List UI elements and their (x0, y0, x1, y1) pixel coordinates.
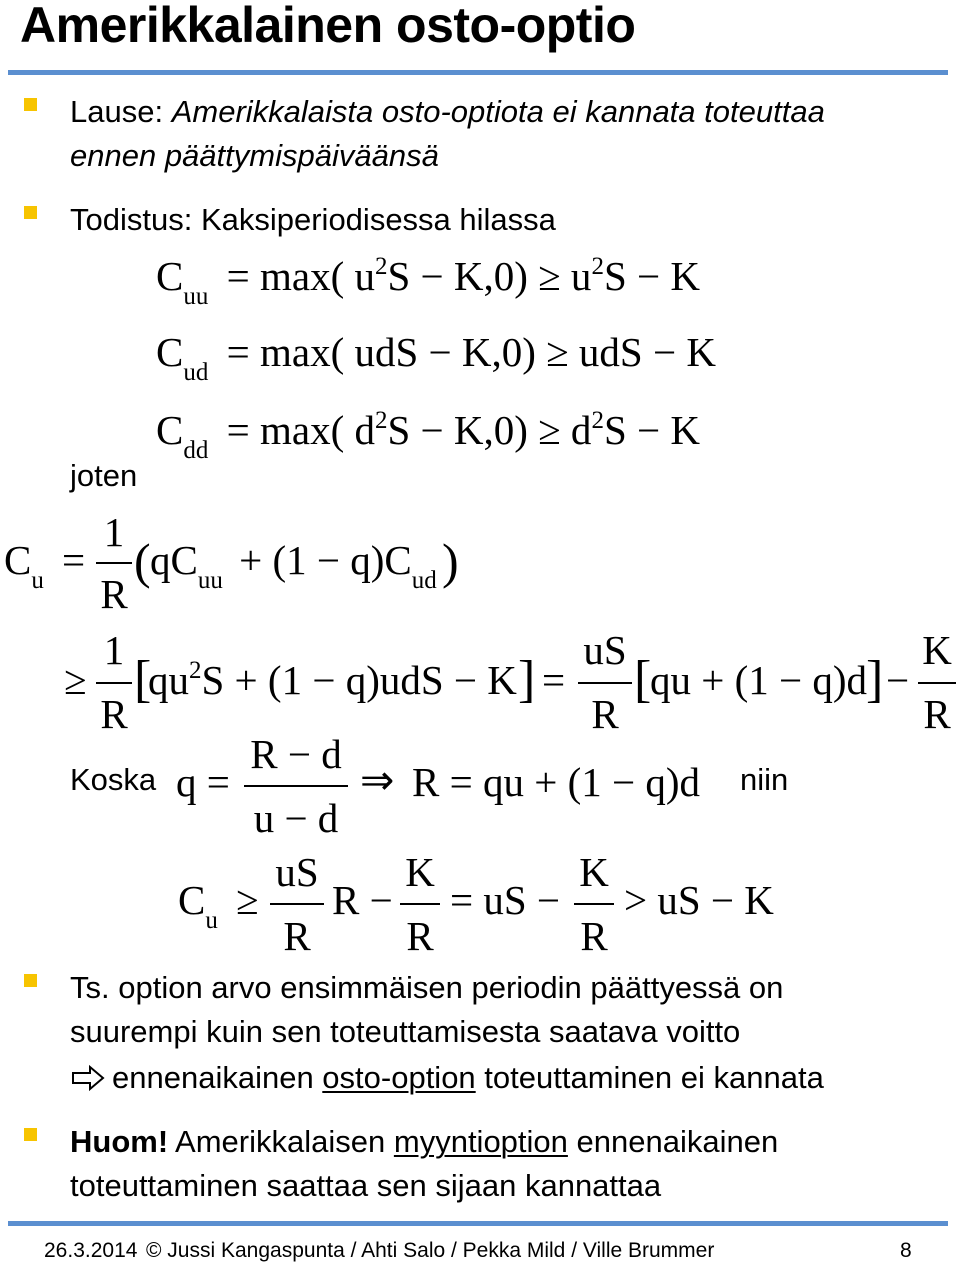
fraction-numerator: K (579, 849, 609, 895)
equation-term: > uS − K (624, 877, 774, 923)
equation-cud: $C_{ud} = \max$( udS − K,0) ≥ udS − K (156, 329, 716, 386)
lause-line2: ennen päättymispäiväänsä (70, 138, 439, 173)
fraction-bar (918, 682, 956, 684)
equation-cu-lhs: $C_u$ (4, 537, 44, 594)
fraction-numerator: uS (583, 627, 627, 673)
equation-cuu: $C_{uu} = \max$( $u^2S - K,0) \ge u^2S - K$ (156, 253, 700, 310)
arrow-line: ennenaikainen osto-option toteuttaminen ei kannata (112, 1060, 824, 1095)
fraction-denominator: u − d (253, 795, 339, 841)
ts-line1: Ts. option arvo ensimmäisen periodin päättyessä on (70, 970, 784, 1005)
fraction-denominator: R (580, 913, 608, 959)
equation-term: = uS − (450, 877, 561, 923)
niin-text: niin (740, 762, 789, 797)
ts-line2: suurempi kuin sen toteuttamisesta saatava voitto (70, 1014, 741, 1049)
fraction-bar (244, 785, 348, 787)
equation-bracket-body: $qu^2S + (1 - q)udS - K$ (148, 657, 517, 703)
fraction-bar (574, 903, 614, 905)
fraction-numerator: K (922, 627, 952, 673)
fraction-numerator: uS (275, 849, 319, 895)
lause-text: Amerikkalaista osto-optiota ei kannata toteuttaa (171, 94, 825, 129)
equation-bracket-body: qu + (1 − q)d (650, 657, 868, 703)
equation-cu-rhs: $qC_{uu} + (1 - q)C_{ud}$ (150, 537, 437, 594)
bullet-icon (24, 98, 37, 111)
fraction-numerator: R − d (250, 731, 342, 777)
equation-term: R − (332, 877, 393, 923)
bracket-close: ] (866, 651, 884, 708)
footer-authors: © Jussi Kangaspunta / Ahti Salo / Pekka Mild / Ville Brummer (146, 1239, 715, 1262)
fraction-bar (96, 682, 132, 684)
bullet-icon (24, 974, 37, 987)
equation-r: R = qu + (1 − q)d (412, 759, 701, 805)
bracket-close: ] (518, 651, 536, 708)
footer-divider (8, 1221, 948, 1226)
joten-text: joten (70, 458, 138, 493)
bracket-open: [ (634, 651, 652, 708)
todistus-text: Todistus: Kaksiperiodisessa hilassa (70, 202, 556, 237)
hollow-arrow-icon (72, 1066, 106, 1090)
fraction-bar (400, 903, 440, 905)
bracket-open: [ (134, 651, 152, 708)
lause-label: Lause: (70, 94, 172, 129)
myyntioption-link[interactable]: myyntioption (393, 1124, 568, 1159)
paren-close: ) (442, 533, 459, 589)
geq-sign: ≥ (64, 657, 87, 703)
equation-cdd: $C_{dd} = \max$( $d^2S - K,0) \ge d^2S - K$ (156, 407, 700, 464)
huom-line1: Huom! Amerikkalaisen myyntioption ennenaikainen (70, 1124, 779, 1159)
fraction-numerator: 1 (103, 509, 125, 555)
fraction-bar (270, 903, 324, 905)
huom-line2: toteuttaminen saattaa sen sijaan kannattaa (70, 1168, 662, 1203)
title-divider (8, 70, 948, 75)
footer-date: 26.3.2014 (44, 1239, 138, 1262)
fraction-bar (96, 562, 132, 564)
fraction-bar (578, 682, 632, 684)
implies-arrow: ⇒ (360, 757, 395, 803)
page-title: Amerikkalainen osto-optio (20, 0, 636, 53)
geq-sign: ≥ (236, 877, 259, 923)
fraction-numerator: 1 (103, 627, 125, 673)
fraction-numerator: K (405, 849, 435, 895)
bullet-icon (24, 206, 37, 219)
footer-page-number: 8 (900, 1239, 912, 1262)
minus-sign: − (886, 657, 910, 703)
fraction-denominator: R (100, 691, 128, 737)
equation-cu-final: $C_u$ (178, 877, 218, 934)
fraction-denominator: R (100, 571, 128, 617)
paren-open: ( (134, 533, 151, 589)
equals-sign: = (62, 537, 86, 583)
osto-option-link[interactable]: osto-option (322, 1060, 476, 1095)
fraction-denominator: R (283, 913, 311, 959)
koska-text: Koska (70, 762, 157, 797)
fraction-denominator: R (406, 913, 434, 959)
equals-sign: = (542, 657, 566, 703)
fraction-denominator: R (591, 691, 619, 737)
bullet-icon (24, 1128, 37, 1141)
equation-q: q = (176, 759, 230, 805)
lause-line1 (70, 90, 825, 134)
fraction-denominator: R (923, 691, 951, 737)
